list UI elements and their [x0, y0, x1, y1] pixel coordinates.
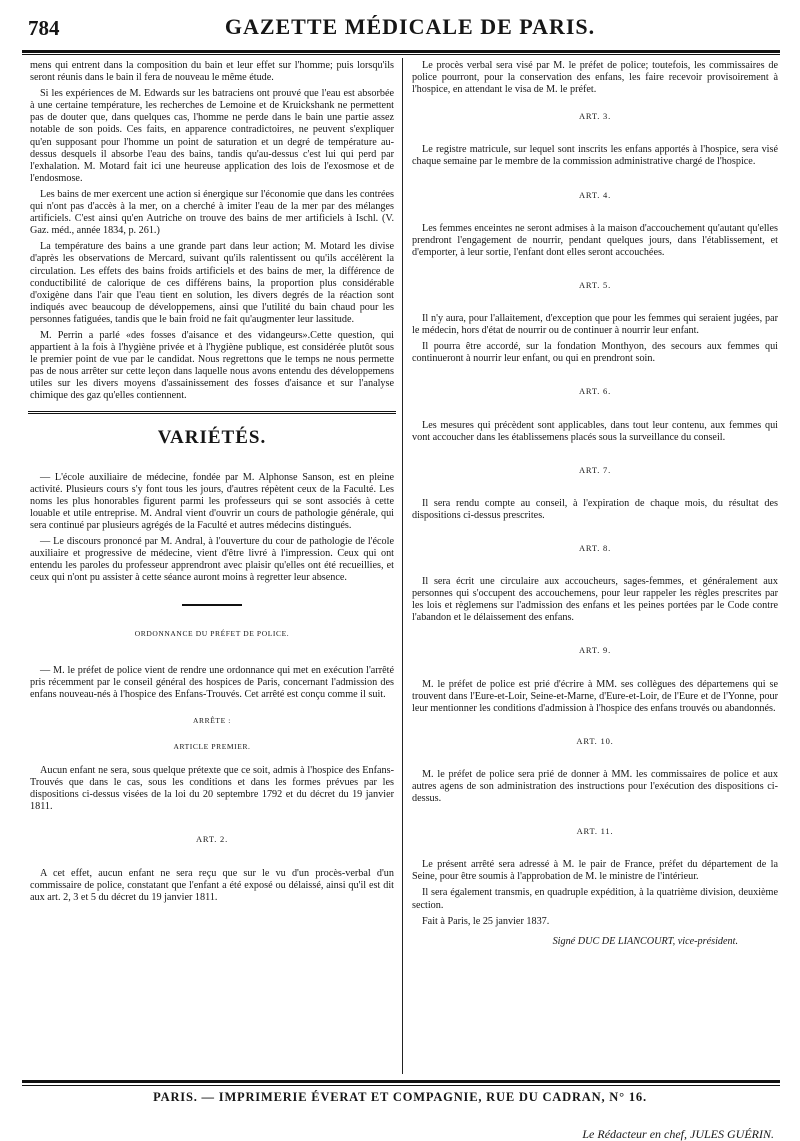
article-heading: ART. 6. — [578, 386, 612, 397]
header-rule-thin — [22, 54, 780, 55]
article-heading: ART. 10. — [576, 735, 614, 746]
article-text: Les femmes enceintes ne seront admises à la maison d'accouchement qu'autant qu'elles prendront l'engagement de nourrir, pendant quelques jours, dans l'établissement, et d'emporter, à leur sortie, l'enfant dont elles seront accouchées. — [412, 222, 778, 258]
footer-rule — [22, 1080, 780, 1083]
editor-signature: Le Rédacteur en chef, JULES GUÉRIN. — [582, 1126, 774, 1141]
arrete-label: ARRÊTE : — [193, 715, 231, 725]
article-premier-heading: ARTICLE PREMIER. — [173, 741, 251, 751]
article-paragraph: M. Perrin a parlé «des fosses d'aisance et des vidangeurs».Cette question, qui appartient à la fois à l'hygiène privée et à l'hygiène publique, est considérée plutôt sous le premier point de vue par le candidat. Nous regrettons que le temps ne nous permette pas de nous arrêter sur cette leçon dans laquelle nous avons entendu des développemens utiles sur les divers moyens d'assainissement des fosses d'aisance et sur l'analyse chimique des gaz qu'elles contiennent. — [30, 329, 394, 402]
article-text: Il sera écrit une circulaire aux accoucheurs, sages-femmes, et généralement aux personnes qui s'occupent des accouchemens, pour leur rappeler les règles prescrites par les lois et règlemens sur l'admission des enfans et les peines portées par le Code contre l'abandon et le délaissement des enfans. — [412, 576, 778, 624]
article-heading: ART. 8. — [578, 542, 612, 553]
news-item: — Le discours prononcé par M. Andral, à l'ouverture du cour de pathologie de l'école auxiliaire et progressive de médecine, vient d'être livré à l'impression. Ceux qui ont entendu les paroles du professeur apprendront avec plaisir qu'elles ont été recueillies, et ceux qui n'ont pu assister à cette séance auront moins à regretter leur absence. — [30, 536, 394, 584]
article-heading: ART. 11. — [576, 826, 614, 837]
header-rule — [22, 50, 780, 53]
article-text: Aucun enfant ne sera, sous quelque prétexte que ce soit, admis à l'hospice des Enfans-Trouvés que dans le cas, sous les conditions et dans les formes prévues par les dispositions ci-dessus visées de la loi du 20 septembre 1792 et du décret du 19 janvier 1811. — [30, 765, 394, 813]
left-column — [30, 60, 394, 908]
section-divider — [28, 411, 396, 414]
article-paragraph: Si les expériences de M. Edwards sur les batraciens ont prouvé que l'eau est absorbée à une certaine température, les recherches de Lemoine et de Kruickshank ne permettent pas de douter que, dans quelques cas, l'homme ne perde dans le bain une partie assez notable de son poids. Ces faits, en apparence contradictoires, ne peuvent s'expliquer qu'en supposant pour l'homme un point de saturation et un degré de température au-dessus desquels il absorbe l'eau des bains, tandis qu'au-dessus c'est lui qui perd par l'exhalation. M. Motard fait ici une heureuse application des lois de l'exosmose et de l'endosmose. — [30, 88, 394, 184]
article-heading: ART. 9. — [578, 645, 612, 656]
date-line: Fait à Paris, le 25 janvier 1837. — [422, 915, 550, 927]
right-column — [412, 60, 778, 1140]
article-text: Le registre matricule, sur lequel sont inscrits les enfans apportés à l'hospice, sera visé chaque semaine par le membre de la commission administrative chargé de l'hospice. — [412, 144, 778, 168]
article-heading: ART. 2. — [195, 834, 229, 845]
page-number: 784 — [28, 16, 60, 40]
article-text: Il sera rendu compte au conseil, à l'expiration de chaque mois, du résultat des dispositions ci-dessus prescrites. — [412, 497, 778, 521]
footer-rule-thin — [22, 1085, 780, 1086]
article-text: Le présent arrêté sera adressé à M. le pair de France, préfet du département de la Seine, pour être soumis à l'approbation de M. le ministre de l'intérieur. — [412, 859, 778, 883]
article-text: Il pourra être accordé, sur la fondation Monthyon, des secours aux femmes qui continueront à nourrir leur enfant, ou qui en prendront soin. — [412, 341, 778, 365]
ordonnance-intro: — M. le préfet de police vient de rendre une ordonnance qui met en exécution l'arrêté pris récemment par le conseil général des hospices de Paris, concernant l'admission des enfans nouveau-nés à l'hospice des Enfans-Trouvés. Cet arrêté est conçu comme il suit. — [30, 664, 394, 700]
article-paragraph: La température des bains a une grande part dans leur action; M. Motard les divise d'après les observations de Mercard, suivant qu'ils ralentissent ou qu'ils accélèrent la circulation. Les effets des bains froids artificiels et des bains de mer, la différence de conductibilité de calorique de ces différens bains, la proportion plus considérable d'oxigène dans l'air que l'eau tient en solution, les divers degrés de la réaction sont indiqués avec beaucoup de développemens, ainsi que l'utilité du bain chaud pour les personnes fatiguées, tandis que le bain froid ne fait qu'augmenter leur lassitude. — [30, 241, 394, 325]
section-title: VARIÉTÉS. — [157, 426, 267, 448]
article-text: Il n'y aura, pour l'allaitement, d'exception que pour les femmes qui seraient jugées, par le médecin, hors d'état de nourrir ou de continuer à nourrir leur enfant. — [412, 313, 778, 337]
news-item: — L'école auxiliaire de médecine, fondée par M. Alphonse Sanson, est en pleine activité. Plusieurs cours s'y font tous les jours, d'autres répètent ceux de la Faculté. Les noms les plus honorables figurent parmi les professeurs qui se sont associés à cette louable et utile entreprise. M. Andral vient d'ouvrir un cours de pathologie générale, qui sera continué par plusieurs agrégés de la Faculté et autres médecins distingués. — [30, 471, 394, 531]
article-text: M. le préfet de police est prié d'écrire à MM. ses collègues des départemens qui se trouvent dans l'Eure-et-Loir, Seine-et-Marne, d'Eure-et-Loir, de l'Eure et de l'Yonne, pour leur mentionner les conditions d'admission à l'hospice des enfans trouvés ou abandonnés. — [412, 678, 778, 714]
article-heading: ART. 4. — [578, 189, 612, 200]
article-heading: ART. 7. — [578, 464, 612, 475]
printer-imprint: PARIS. — IMPRIMERIE ÉVERAT ET COMPAGNIE, RUE DU CADRAN, N° 16. — [153, 1090, 647, 1104]
article-text: A cet effet, aucun enfant ne sera reçu que sur le vu d'un procès-verbal d'un commissaire de police, constatant que l'enfant a été exposé ou délaissé, ainsi qu'il est dit aux art. 2, 3 et 5 du décret du 19 janvier 1811. — [30, 867, 394, 903]
article-heading: ART. 3. — [578, 111, 612, 122]
ordonnance-title: ORDONNANCE DU PRÉFET DE POLICE. — [134, 629, 290, 639]
article-text: Le procès verbal sera visé par M. le préfet de police; toutefois, les commissaires de police pourront, pour la conservation des enfans, les faire recevoir provisoirement à l'hospice, en attendant le visa de M. le préfet. — [412, 60, 778, 96]
masthead-title: GAZETTE MÉDICALE DE PARIS. — [224, 14, 596, 39]
article-text: Il sera également transmis, en quadruple expédition, à la quatrième division, deuxième section. — [412, 887, 778, 911]
article-paragraph: Les bains de mer exercent une action si énergique sur l'économie que dans les contrées qui n'ont pas d'accès à la mer, on a cherché à imiter l'eau de la mer par des mélanges artificiels. C'est ainsi qu'en Autriche on trouve des bains de mer artificiels à Ischl. (V. Gaz. méd., année 1834, p. 261.) — [30, 188, 394, 237]
column-divider — [402, 58, 403, 1074]
short-divider — [182, 604, 242, 606]
article-text: Les mesures qui précèdent sont applicables, dans tout leur contenu, aux femmes qui vont accoucher dans les établissemens placés sous la surveillance du conseil. — [412, 419, 778, 443]
article-heading: ART. 5. — [578, 279, 612, 290]
article-paragraph: mens qui entrent dans la composition du bain et leur effet sur l'homme; puis lorsqu'ils seront réunis dans le bain il fera de nouveau le même étude. — [30, 60, 394, 84]
signature: Signé DUC DE LIANCOURT, vice-président. — [552, 935, 738, 947]
article-text: M. le préfet de police sera prié de donner à MM. les commissaires de police et aux autres agens de son administration des instructions pour l'exécution des dispositions ci-dessus. — [412, 768, 778, 805]
